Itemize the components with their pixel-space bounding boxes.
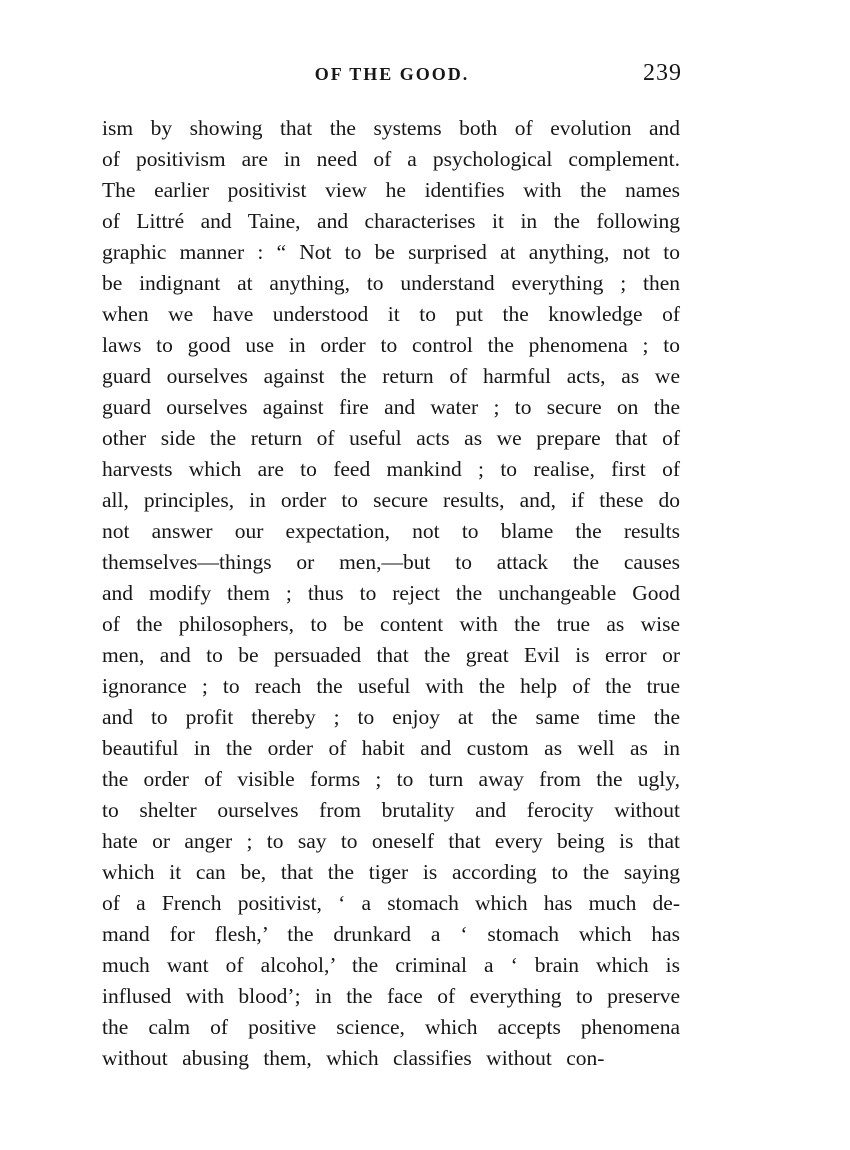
text-line: and to profit thereby ; to enjoy at the same time the bbox=[102, 705, 680, 729]
text-line: much want of alcohol,’ the criminal a ‘ brain which is bbox=[102, 953, 680, 977]
text-line: be indignant at anything, to understand everything ; then bbox=[102, 271, 680, 295]
text-line: ignorance ; to reach the useful with the help of the true bbox=[102, 674, 680, 698]
text-line: when we have understood it to put the knowledge of bbox=[102, 302, 680, 326]
text-line: guard ourselves against the return of harmful acts, as we bbox=[102, 364, 680, 388]
text-line: beautiful in the order of habit and custom as well as in bbox=[102, 736, 680, 760]
text-line: the calm of positive science, which accepts phenomena bbox=[102, 1015, 680, 1039]
running-header bbox=[102, 60, 682, 90]
text-line: graphic manner : “ Not to be surprised at anything, not to bbox=[102, 240, 680, 264]
page-number: 239 bbox=[643, 60, 682, 86]
text-line: inflused with blood’; in the face of everything to preserve bbox=[102, 984, 680, 1008]
text-line: men, and to be persuaded that the great Evil is error or bbox=[102, 643, 680, 667]
text-line: the order of visible forms ; to turn away from the ugly, bbox=[102, 767, 680, 791]
text-line: harvests which are to feed mankind ; to realise, first of bbox=[102, 457, 680, 481]
text-line: ism by showing that the systems both of evolution and bbox=[102, 116, 680, 140]
text-line: of the philosophers, to be content with the true as wise bbox=[102, 612, 680, 636]
text-line: to shelter ourselves from brutality and ferocity without bbox=[102, 798, 680, 822]
text-line: The earlier positivist view he identifies with the names bbox=[102, 178, 680, 202]
text-line: hate or anger ; to say to oneself that every being is that bbox=[102, 829, 680, 853]
text-line: laws to good use in order to control the phenomena ; to bbox=[102, 333, 680, 357]
text-line: without abusing them, which classifies without con- bbox=[102, 1046, 605, 1070]
text-line: mand for flesh,’ the drunkard a ‘ stomach which has bbox=[102, 922, 680, 946]
text-line: of a French positivist, ‘ a stomach which has much de- bbox=[102, 891, 680, 915]
text-line: of positivism are in need of a psychological complement. bbox=[102, 147, 680, 171]
text-line: themselves—things or men,—but to attack the causes bbox=[102, 550, 680, 574]
text-line: which it can be, that the tiger is according to the saying bbox=[102, 860, 680, 884]
text-line: of Littré and Taine, and characterises it in the following bbox=[102, 209, 680, 233]
text-line: guard ourselves against fire and water ; to secure on the bbox=[102, 395, 680, 419]
text-line: and modify them ; thus to reject the unchangeable Good bbox=[102, 581, 680, 605]
text-line: not answer our expectation, not to blame the results bbox=[102, 519, 680, 543]
text-line: other side the return of useful acts as we prepare that of bbox=[102, 426, 680, 450]
text-line: all, principles, in order to secure results, and, if these do bbox=[102, 488, 680, 512]
running-title: OF THE GOOD. bbox=[314, 64, 470, 84]
body-text bbox=[102, 113, 680, 1074]
